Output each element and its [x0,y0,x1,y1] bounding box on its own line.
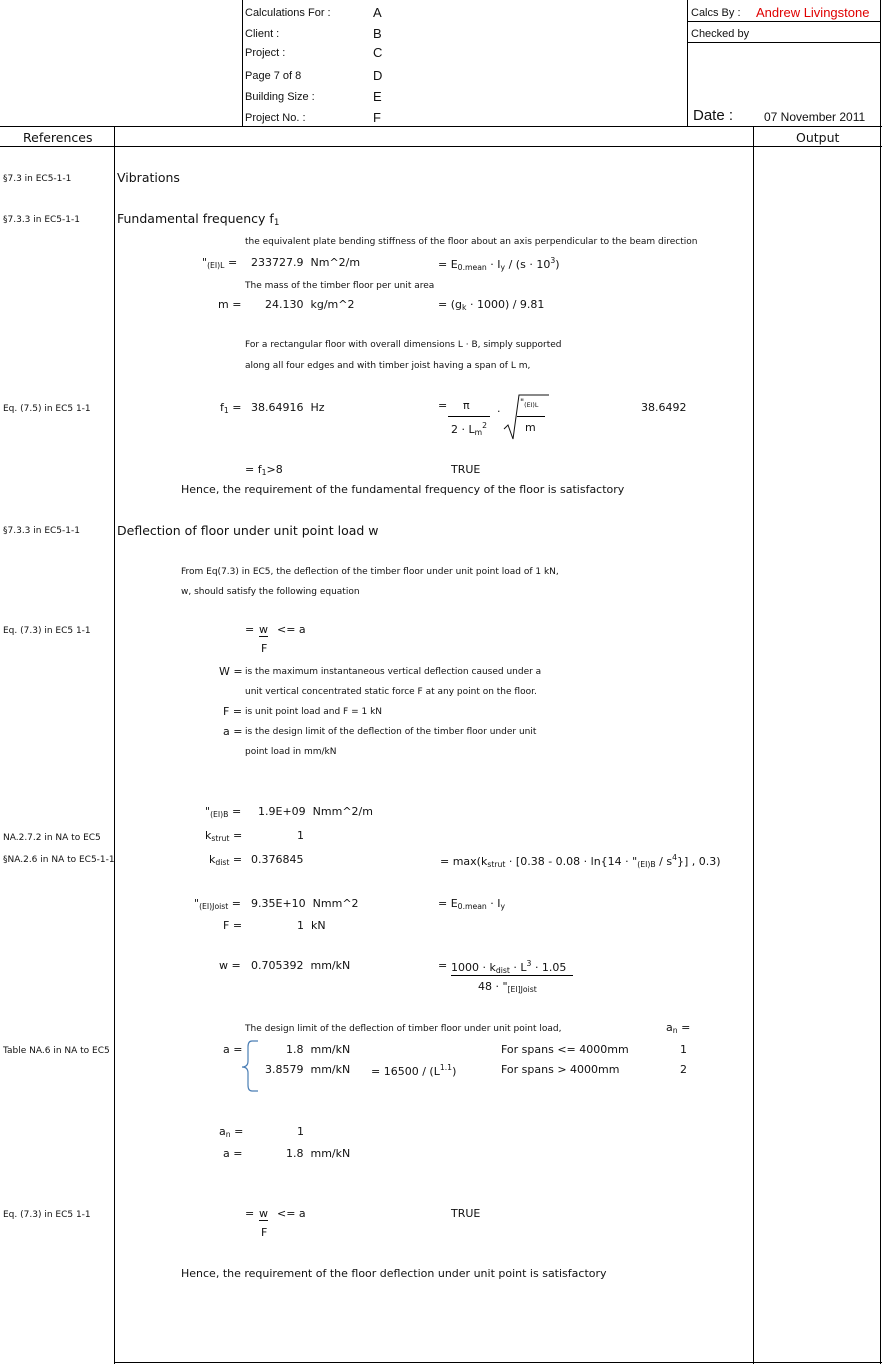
rectangular-floor-description: For a rectangular floor with overall dimensions L · B, simply supported [245,340,562,350]
f1-multiply: · [497,405,501,418]
project-no-value: F [373,110,381,125]
calculations-for-value: A [373,5,382,20]
deflection-equation-equals: = [245,623,255,636]
a2-value: 3.8579 mm/kN [265,1063,351,1076]
eib-value: 1.9E+09 Nmm^2/m [258,805,373,818]
definition-a-symbol: a = [223,725,243,738]
project-no-label: Project No. : [245,112,306,124]
definition-w-text: is the maximum instantaneous vertical deflection caused under a [245,667,542,677]
f1-output-value: 38.6492 [641,401,687,414]
eil-formula: = $E_{0.mean} \cdot I_y / (s \cdot 10^3)$ [438,256,560,272]
calculations-for-label: Calculations For : [245,7,331,19]
column-header-bottom-line [0,146,882,147]
calcs-by-value: Andrew Livingstone [756,5,870,20]
f1-root-numerator: "$_{(EI)L}$ [520,398,539,409]
kstrut-value: 1 [297,829,304,842]
reference-note: Eq. (7.5) in EC5 1-1 [3,404,91,414]
references-column-border [114,126,115,1364]
calcs-by-label: Calcs By : [691,7,741,19]
mass-value: 24.130 kg/m^2 [265,298,355,311]
section-title-fundamental-frequency: Fundamental frequency $f_1$ [117,211,280,228]
project-value: C [373,45,383,60]
reference-note: Eq. (7.3) in EC5 1-1 [3,626,91,636]
kstrut-label: $k_{strut}$ = [205,829,243,843]
a2-formula: = $16500 / (L^{1.1})$ [371,1063,457,1078]
w-fraction-bar [451,975,573,976]
page-bottom-line [114,1362,882,1363]
f1-check-result: TRUE [451,463,481,476]
header-right-border [687,0,688,126]
f1-conclusion: Hence, the requirement of the fundamental frequency of the floor is satisfactory [181,483,625,496]
f1-value: 38.64916 Hz [251,401,325,414]
deflection-description: From Eq(7.3) in EC5, the deflection of the timber floor under unit point load of 1 kN, [181,567,559,577]
a-result-label: a = [223,1147,243,1160]
deflection-conclusion: Hence, the requirement of the floor deflection under unit point is satisfactory [181,1267,607,1280]
page-value: D [373,68,383,83]
definition-F-symbol: F = [223,705,243,718]
a-result-value: 1.8 mm/kN [286,1147,351,1160]
kdist-value: 0.376845 [251,853,304,866]
w-formula-numerator: $1000 \cdot k_{dist} \cdot L^3 \cdot 1.05$ [451,959,567,975]
calcs-by-divider [687,21,881,22]
output-column-header: Output [796,130,840,145]
header-left-border [242,0,243,126]
building-size-value: E [373,89,382,104]
project-label: Project : [245,47,286,59]
mass-label: m = [218,298,242,311]
stiffness-description: the equivalent plate bending stiffness of the floor about an axis perpendicular to the beam direction [245,237,698,247]
definition-w-text: unit vertical concentrated static force F at any point on the floor. [245,687,537,697]
eil-label: "$_{(EI)L}$ = [202,256,238,270]
deflection-description: w, should satisfy the following equation [181,587,360,597]
kdist-label: $k_{dist}$ = [209,853,243,867]
w-formula-equals: = [438,959,448,972]
eil-value: 233727.9 Nm^2/m [251,256,361,269]
final-equation-F: F [261,1226,268,1239]
final-check-result: TRUE [451,1207,481,1220]
output-column-border [753,126,754,1364]
section-title-deflection: Deflection of floor under unit point load w [117,523,379,538]
w-label: w = [219,959,241,972]
eib-label: "$_{(EI)B}$ = [205,805,242,819]
f1-root-denominator: m [525,421,536,434]
reference-note: §7.3 in EC5-1-1 [3,174,72,184]
mass-formula: = $(g_k \cdot 1000) / 9.81$ [438,298,545,312]
deflection-equation-F: F [261,642,268,655]
f1-equals: = [438,399,448,412]
final-equation-w: w [259,1207,268,1220]
page-right-border [880,0,881,1364]
client-label: Client : [245,28,280,40]
page-label: Page 7 of 8 [245,70,302,82]
an-value: 1 [297,1125,304,1138]
definition-a-text: point load in mm/kN [245,747,337,757]
a1-an-value: 1 [680,1043,687,1056]
checked-by-divider [687,42,881,43]
kdist-formula: = $\max(k_{strut} \cdot [0.38 - 0.08 \cdot \ln\{14$ · "$_{(EI)B} / s^4$}] , 0.3) [440,853,721,869]
an-column-header: $a_n$ = [666,1021,691,1035]
eijoist-value: 9.35E+10 Nmm^2 [251,897,359,910]
rectangular-floor-description: along all four edges and with timber joist having a span of L m, [245,361,531,371]
deflection-equation-w: w [259,623,268,636]
a2-span-condition: For spans > 4000mm [501,1063,620,1076]
a1-span-condition: For spans <= 4000mm [501,1043,629,1056]
deflection-equation-limit: <= a [277,623,306,636]
f1-pi: π [463,399,470,412]
an-label: $a_n$ = [219,1125,244,1139]
definition-F-text: is unit point load and F = 1 kN [245,707,383,717]
reference-note: §NA.2.6 in NA to EC5-1-1 [3,855,115,865]
reference-note: §7.3.3 in EC5-1-1 [3,526,80,536]
f1-label: $f_1$ = [220,401,242,415]
design-limit-description: The design limit of the deflection of timber floor under unit point load, [245,1024,562,1034]
definition-w-symbol: W = [219,665,243,678]
f1-fraction-bar [448,416,490,417]
brace-icon [236,1039,260,1093]
f1-root-fraction-bar [517,416,545,417]
mass-description: The mass of the timber floor per unit area [245,281,435,291]
w-formula-denominator: $48 \cdot "_{[EI]Joist}$ [478,980,537,994]
point-load-value: 1 kN [297,919,326,932]
reference-note: Table NA.6 in NA to EC5 [3,1046,110,1056]
reference-note: Eq. (7.3) in EC5 1-1 [3,1210,91,1220]
section-title-vibrations: Vibrations [117,170,180,185]
reference-note: §7.3.3 in EC5-1-1 [3,215,80,225]
point-load-label: F = [223,919,243,932]
a2-an-value: 2 [680,1063,687,1076]
w-value: 0.705392 mm/kN [251,959,351,972]
final-equation-equals: = [245,1207,255,1220]
reference-note: NA.2.7.2 in NA to EC5 [3,833,101,843]
date-value: 07 November 2011 [764,110,866,124]
a1-value: 1.8 mm/kN [286,1043,351,1056]
checked-by-label: Checked by [691,28,750,40]
final-equation-limit: <= a [277,1207,306,1220]
eijoist-label: "$_{(EI)Joist}$ = [194,897,242,911]
definition-a-text: is the design limit of the deflection of the timber floor under unit [245,727,537,737]
client-value: B [373,26,382,41]
references-column-header: References [23,130,93,145]
date-label: Date : [693,107,734,124]
header-bottom-line [0,126,882,127]
f1-denominator: $2 \cdot L_m^2$ [451,421,488,437]
a-label: a = [223,1043,243,1056]
f1-check: = $f_1>8$ [245,463,283,477]
eijoist-formula: = $E_{0.mean} \cdot I_y$ [438,897,506,911]
building-size-label: Building Size : [245,91,315,103]
